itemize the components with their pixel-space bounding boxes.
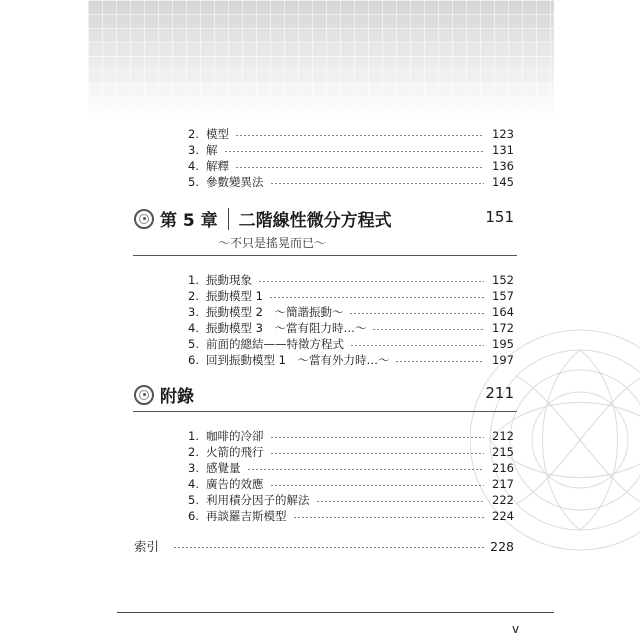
entry-number: 4. bbox=[188, 159, 199, 173]
entry-title: 利用積分因子的解法 bbox=[206, 493, 310, 507]
entry-number: 3. bbox=[188, 305, 199, 319]
entry-number: 4. bbox=[188, 321, 199, 335]
leader-dots bbox=[235, 135, 484, 136]
leader-dots bbox=[270, 453, 485, 454]
leader-dots bbox=[270, 485, 485, 486]
appendix-heading[interactable] bbox=[134, 382, 194, 407]
toc-entry[interactable] bbox=[188, 304, 514, 320]
leader-dots bbox=[372, 329, 484, 330]
leader-dots bbox=[235, 167, 484, 168]
entry-title: 咖啡的冷卻 bbox=[206, 429, 264, 443]
leader-dots bbox=[395, 361, 484, 362]
entry-number: 3. bbox=[188, 143, 199, 157]
entry-title: 再談羅吉斯模型 bbox=[206, 509, 287, 523]
toc-entry[interactable] bbox=[188, 492, 514, 508]
entry-title: 回到振動模型 1 ～當有外力時…～ bbox=[206, 353, 390, 367]
toc-entry[interactable] bbox=[188, 174, 514, 190]
entry-number: 2. bbox=[188, 445, 199, 459]
entry-page: 224 bbox=[492, 509, 514, 523]
entry-page: 123 bbox=[492, 127, 514, 141]
toc-entry[interactable] bbox=[188, 460, 514, 476]
leader-dots bbox=[247, 469, 485, 470]
toc-entry[interactable] bbox=[188, 158, 514, 174]
entry-title: 模型 bbox=[206, 127, 229, 141]
appendix-page: 211 bbox=[485, 384, 514, 402]
entry-page: 131 bbox=[492, 143, 514, 157]
index-page: 228 bbox=[490, 538, 514, 554]
page-number: v bbox=[512, 622, 520, 636]
header-decoration bbox=[88, 0, 554, 118]
entry-title: 參數變異法 bbox=[206, 175, 264, 189]
entry-number: 2. bbox=[188, 289, 199, 303]
entry-number: 1. bbox=[188, 273, 199, 287]
toc-entry[interactable] bbox=[188, 508, 514, 524]
chapter-page: 151 bbox=[485, 208, 514, 226]
entry-page: 217 bbox=[492, 477, 514, 491]
entry-title: 前面的總結——特徵方程式 bbox=[206, 337, 344, 351]
leader-dots bbox=[224, 151, 485, 152]
leader-dots bbox=[350, 345, 484, 346]
leader-dots bbox=[270, 437, 485, 438]
entry-page: 164 bbox=[492, 305, 514, 319]
entry-number: 4. bbox=[188, 477, 199, 491]
leader-dots bbox=[258, 281, 484, 282]
appendix-label: 附錄 bbox=[160, 387, 194, 407]
toc-entry[interactable] bbox=[188, 142, 514, 158]
entry-page: 216 bbox=[492, 461, 514, 475]
entry-number: 6. bbox=[188, 353, 199, 367]
entry-number: 5. bbox=[188, 493, 199, 507]
toc-entry[interactable] bbox=[188, 352, 514, 368]
entry-title: 解釋 bbox=[206, 159, 229, 173]
leader-dots bbox=[269, 297, 484, 298]
toc-entry[interactable] bbox=[188, 272, 514, 288]
leader-dots bbox=[293, 517, 485, 518]
entry-page: 195 bbox=[492, 337, 514, 351]
chapter-label: 第 5 章 bbox=[160, 211, 218, 231]
entry-title: 火箭的飛行 bbox=[206, 445, 264, 459]
entry-title: 解 bbox=[206, 143, 218, 157]
toc-entry[interactable] bbox=[188, 476, 514, 492]
toc-entry[interactable] bbox=[188, 126, 514, 142]
index-title: 索引 bbox=[134, 539, 160, 554]
entry-number: 5. bbox=[188, 175, 199, 189]
entry-title: 振動模型 3 ～當有阻力時…～ bbox=[206, 321, 367, 335]
entry-page: 136 bbox=[492, 159, 514, 173]
appendix-rule bbox=[133, 411, 517, 412]
chapter-title: 二階線性微分方程式 bbox=[238, 211, 392, 231]
entry-number: 5. bbox=[188, 337, 199, 351]
entry-page: 145 bbox=[492, 175, 514, 189]
leader-dots bbox=[270, 183, 485, 184]
leader-dots bbox=[349, 313, 484, 314]
toc-entry[interactable] bbox=[188, 320, 514, 336]
chapter-rule bbox=[133, 255, 517, 256]
entry-number: 3. bbox=[188, 461, 199, 475]
entry-page: 222 bbox=[492, 493, 514, 507]
leader-dots bbox=[316, 501, 485, 502]
footer-rule bbox=[117, 612, 554, 613]
entry-title: 廣告的效應 bbox=[206, 477, 264, 491]
entry-title: 感覺量 bbox=[206, 461, 241, 475]
chapter-disc-icon bbox=[134, 209, 154, 229]
chapter-5-heading[interactable] bbox=[134, 206, 392, 231]
entry-number: 2. bbox=[188, 127, 199, 141]
chapter-disc-icon bbox=[134, 385, 154, 405]
index-entry[interactable] bbox=[134, 538, 514, 554]
toc-entry[interactable] bbox=[188, 428, 514, 444]
leader-dots bbox=[173, 547, 484, 548]
entry-number: 1. bbox=[188, 429, 199, 443]
entry-page: 157 bbox=[492, 289, 514, 303]
entry-page: 212 bbox=[492, 429, 514, 443]
entry-title: 振動模型 2 ～簡諧振動～ bbox=[206, 305, 344, 319]
toc-entry[interactable] bbox=[188, 288, 514, 304]
toc-entry[interactable] bbox=[188, 444, 514, 460]
entry-title: 振動現象 bbox=[206, 273, 252, 287]
entry-page: 215 bbox=[492, 445, 514, 459]
entry-number: 6. bbox=[188, 509, 199, 523]
entry-page: 172 bbox=[492, 321, 514, 335]
entry-title: 振動模型 1 bbox=[206, 289, 263, 303]
entry-page: 197 bbox=[492, 353, 514, 367]
chapter-subtitle: ～不只是搖晃而已～ bbox=[218, 236, 327, 250]
toc-entry[interactable] bbox=[188, 336, 514, 352]
entry-page: 152 bbox=[492, 273, 514, 287]
chapter-divider bbox=[228, 208, 229, 230]
